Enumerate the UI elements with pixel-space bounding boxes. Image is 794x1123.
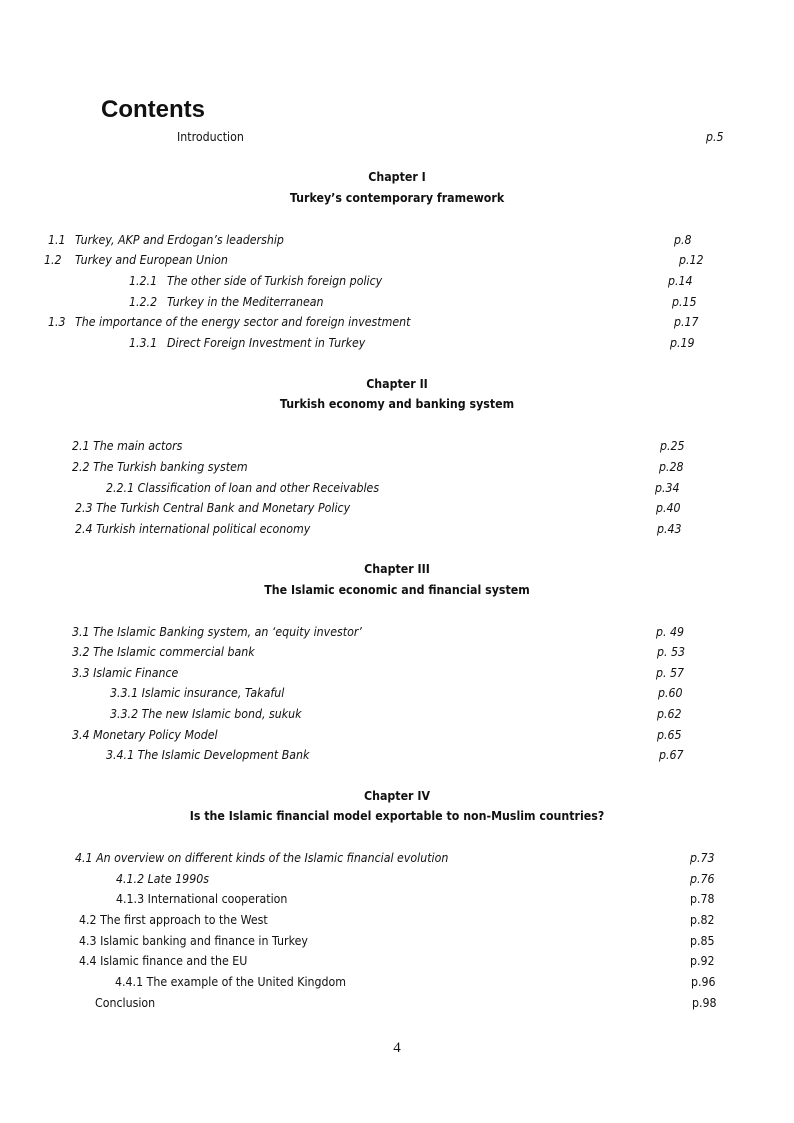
toc-entry-text: Direct Foreign Investment in Turkey	[167, 336, 366, 350]
toc-entry-page: p.92	[690, 954, 715, 968]
toc-entry-text: 3.2 The Islamic commercial bank	[72, 645, 255, 659]
toc-entry-text: 4.4 Islamic finance and the EU	[79, 954, 248, 968]
toc-entry-text: 4.2 The first approach to the West	[79, 913, 268, 927]
toc-entry-page: p. 53	[657, 645, 686, 659]
toc-entry-text: 4.1.3 International cooperation	[116, 892, 288, 906]
toc-entry-page: p.12	[679, 253, 704, 267]
toc-entry-page: p.28	[659, 460, 684, 474]
toc-entry-page: p.65	[657, 728, 682, 742]
toc-entry-text: 4.3 Islamic banking and finance in Turkey	[79, 934, 308, 948]
toc-entry-number: 1.2.1	[129, 274, 158, 288]
toc-entry-page: p.78	[690, 892, 715, 906]
toc-entry-text: 2.2.1 Classification of loan and other Receivables	[106, 481, 380, 495]
toc-entry-page: p. 49	[656, 625, 685, 639]
page-number: 4	[393, 1040, 401, 1056]
toc-entry-page: p.43	[657, 522, 682, 536]
toc-conclusion-label: Conclusion	[95, 996, 156, 1010]
toc-entry-text: 2.1 The main actors	[72, 439, 183, 453]
toc-entry-text: The other side of Turkish foreign policy	[167, 274, 383, 288]
toc-entry-number: 1.2	[44, 253, 62, 267]
toc-entry-page: p.15	[672, 295, 697, 309]
toc-entry-text: 4.1.2 Late 1990s	[116, 872, 210, 886]
toc-intro-page: p.5	[706, 130, 724, 144]
toc-entry-page: p.82	[690, 913, 715, 927]
toc-entry-text: Turkey and European Union	[75, 253, 228, 267]
toc-entry-text: 4.1 An overview on different kinds of the Islamic financial evolution	[75, 851, 449, 865]
toc-entry-page: p. 57	[656, 666, 685, 680]
chapter-1-number: Chapter I	[368, 170, 426, 184]
toc-entry-text: The importance of the energy sector and foreign investment	[75, 315, 411, 329]
toc-entry-page: p.40	[656, 501, 681, 515]
toc-entry-page: p.62	[657, 707, 682, 721]
toc-entry-text: 3.1 The Islamic Banking system, an ‘equity investor’	[72, 625, 362, 639]
toc-entry-page: p.76	[690, 872, 715, 886]
toc-entry-page: p.34	[655, 481, 680, 495]
toc-entry-number: 1.3	[48, 315, 66, 329]
toc-entry-text: 3.3.2 The new Islamic bond, sukuk	[110, 707, 302, 721]
toc-entry-page: p.73	[690, 851, 715, 865]
toc-entry-page: p.96	[691, 975, 716, 989]
toc-entry-page: p.67	[659, 748, 684, 762]
toc-entry-page: p.8	[674, 233, 692, 247]
chapter-4-title: Is the Islamic financial model exportable to non-Muslim countries?	[189, 809, 605, 823]
chapter-1-title: Turkey’s contemporary framework	[289, 191, 505, 205]
toc-entry-page: p.85	[690, 934, 715, 948]
toc-entry-text: 2.2 The Turkish banking system	[72, 460, 248, 474]
toc-intro-label: Introduction	[177, 130, 244, 144]
toc-conclusion-page: p.98	[692, 996, 717, 1010]
toc-entry-text: 3.3.1 Islamic insurance, Takaful	[110, 686, 285, 700]
toc-entry-text: 2.4 Turkish international political economy	[75, 522, 311, 536]
toc-entry-text: 4.4.1 The example of the United Kingdom	[115, 975, 347, 989]
chapter-2-title: Turkish economy and banking system	[279, 397, 515, 411]
toc-entry-number: 1.3.1	[129, 336, 158, 350]
toc-entry-text: 3.4.1 The Islamic Development Bank	[106, 748, 310, 762]
chapter-3-number: Chapter III	[364, 562, 430, 576]
toc-entry-text: Turkey, AKP and Erdogan’s leadership	[75, 233, 284, 247]
chapter-2-number: Chapter II	[366, 377, 428, 391]
toc-entry-text: 3.3 Islamic Finance	[72, 666, 179, 680]
toc-entry-page: p.14	[668, 274, 693, 288]
toc-entry-number: 1.2.2	[129, 295, 158, 309]
toc-entry-text: Turkey in the Mediterranean	[167, 295, 324, 309]
toc-entry-number: 1.1	[48, 233, 66, 247]
contents-heading: Contents	[101, 96, 205, 123]
chapter-4-number: Chapter IV	[363, 789, 431, 803]
chapter-3-title: The Islamic economic and financial system	[264, 583, 530, 597]
toc-entry-page: p.60	[658, 686, 683, 700]
toc-entry-page: p.17	[674, 315, 699, 329]
toc-entry-page: p.19	[670, 336, 695, 350]
toc-entry-page: p.25	[660, 439, 685, 453]
toc-entry-text: 3.4 Monetary Policy Model	[72, 728, 218, 742]
toc-entry-text: 2.3 The Turkish Central Bank and Monetary Policy	[75, 501, 351, 515]
